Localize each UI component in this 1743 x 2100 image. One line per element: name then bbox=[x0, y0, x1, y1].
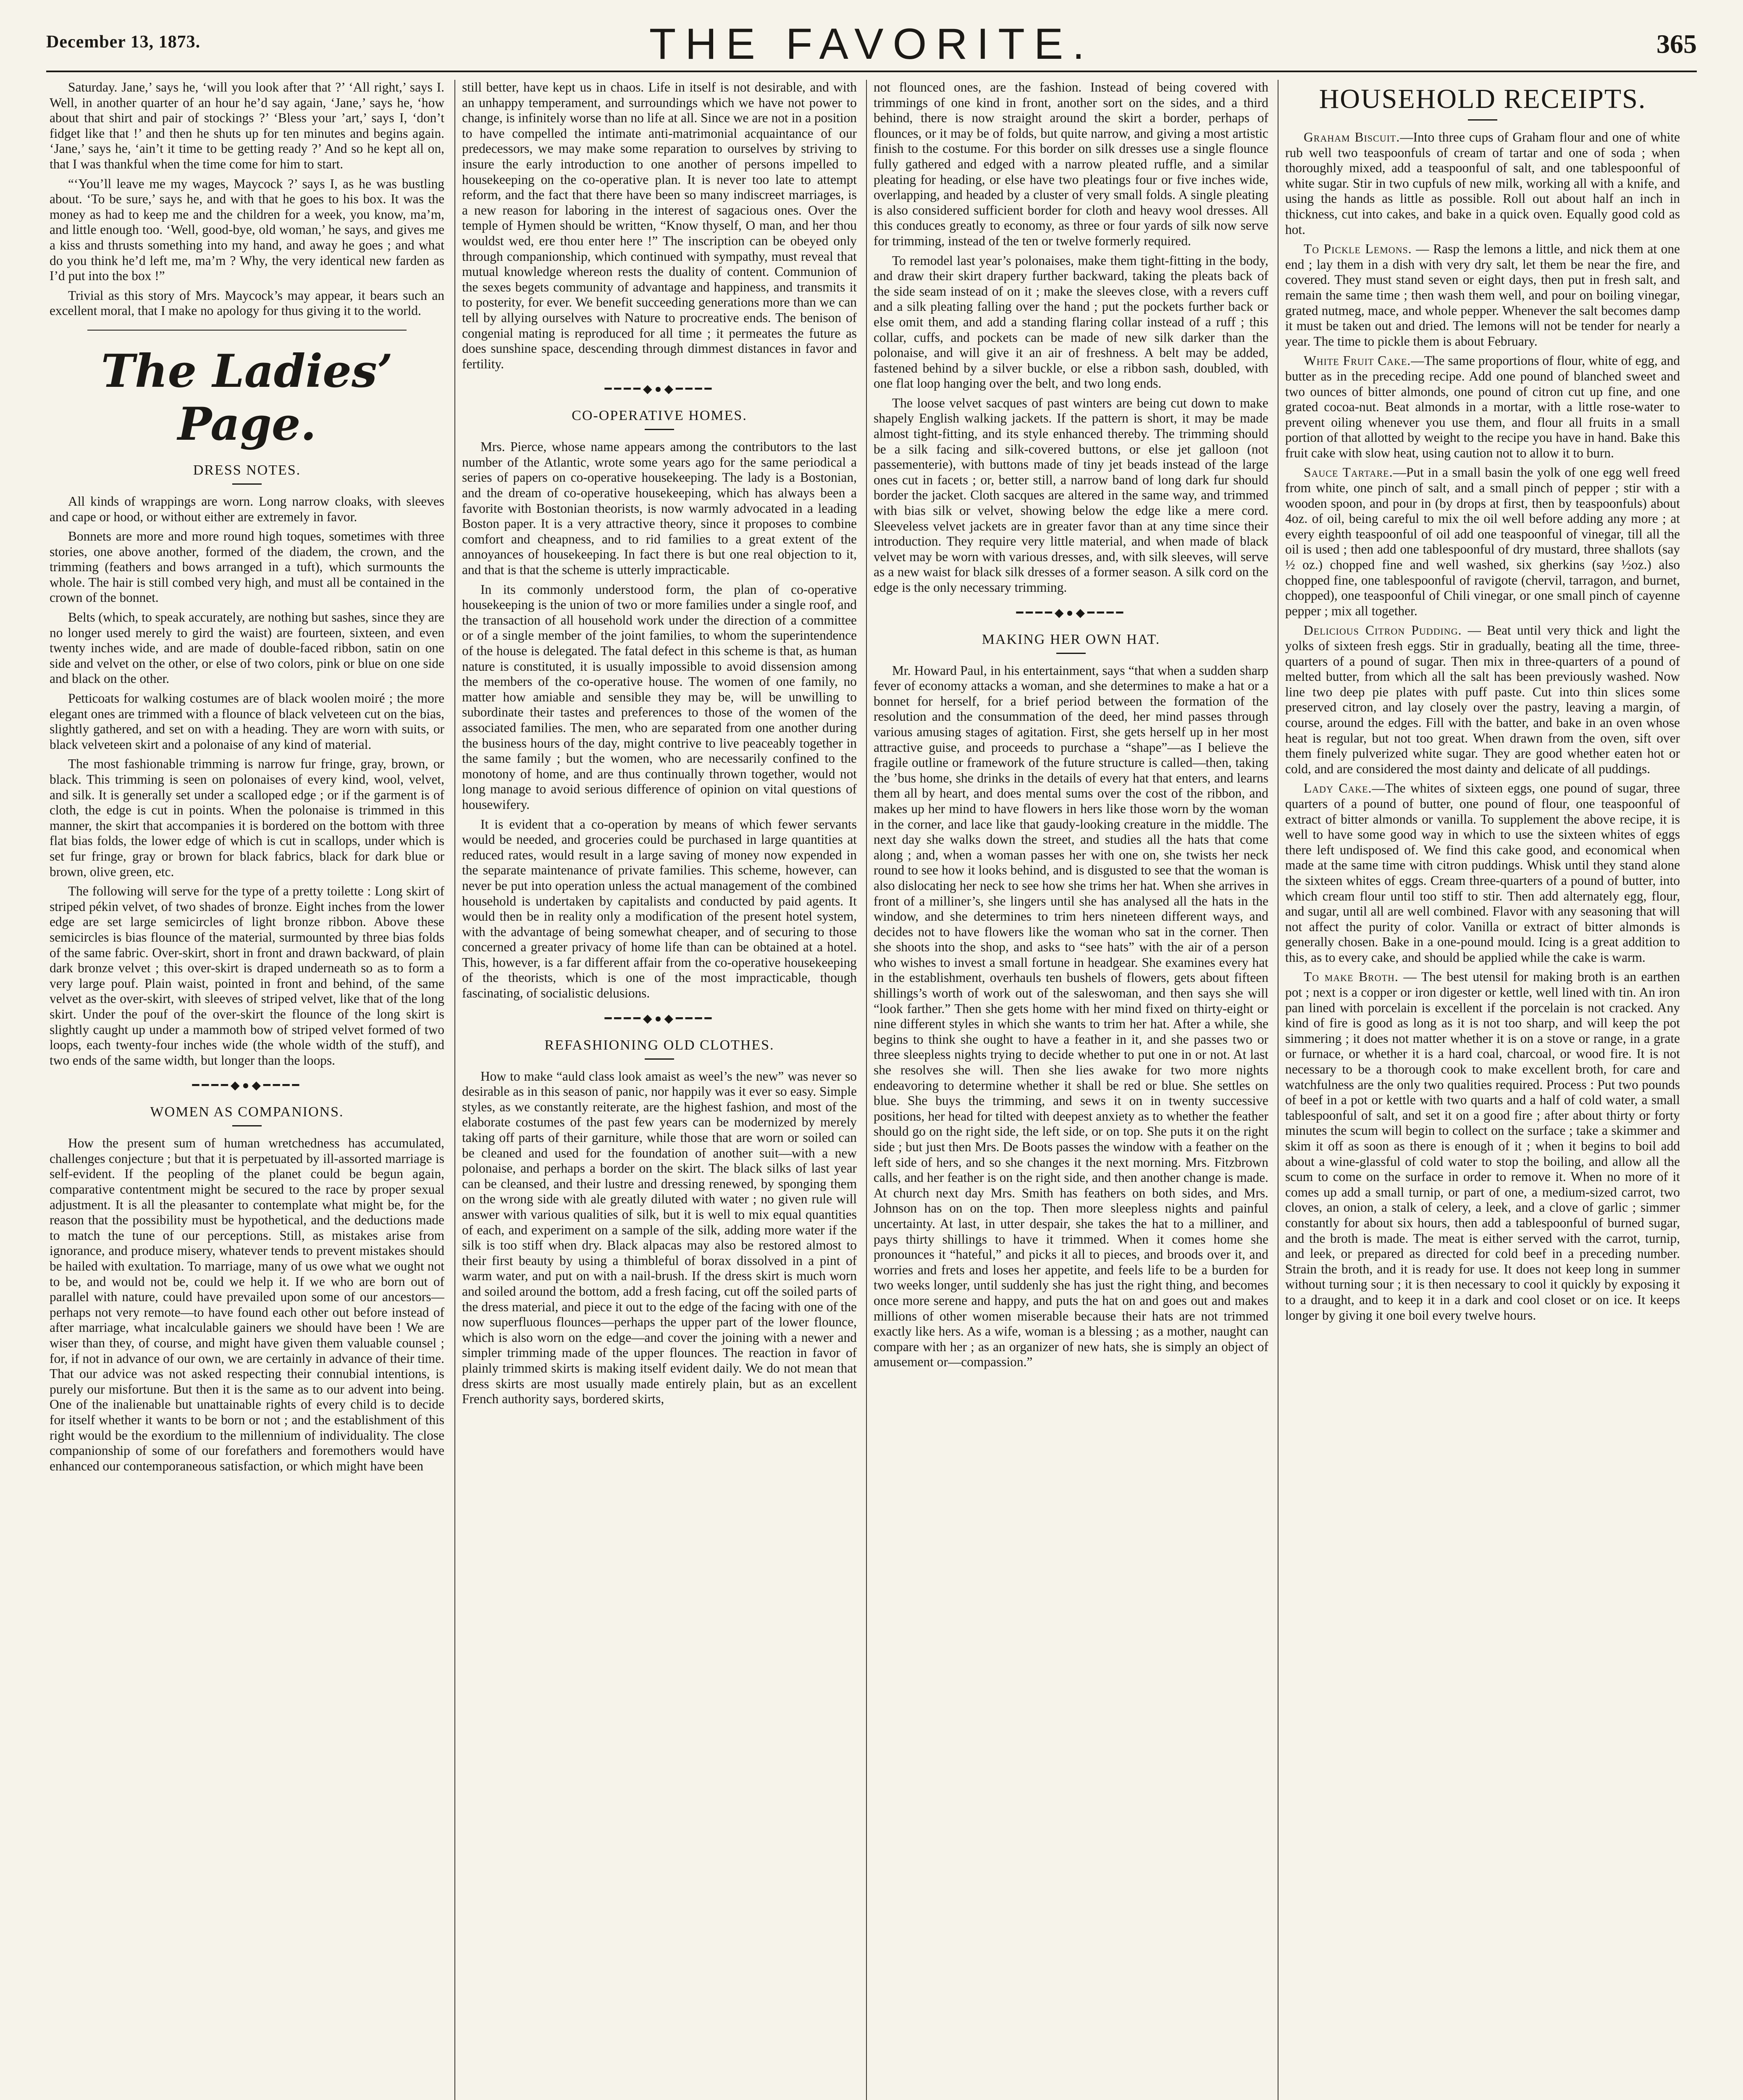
story-paragraph: “‘You’ll leave me my wages, Maycock ?’ says I, as he was bustling about. ‘To be sure,’ says he, and with that he goes to his box. It was the money as had to keep me and the children for a week, you know, ma’m, and little enough too. ‘Well, good-bye, old woman,’ he says, and gives me a kiss and thrusts something into my hand, and away he goes ; and what do you think he’d left me, ma’m ? Why, the very identical new farden as I’d put into the box !” bbox=[50, 176, 444, 284]
recipe-title: To make Broth. bbox=[1304, 969, 1399, 984]
article-paragraph: still better, have kept us in chaos. Life in itself is not desirable, and with an unhappy temperament, and surroundings which we have not power to change, is infinitely worse than no life at all. Since we are not in a position to have compelled the intimate anti-matrimonial acquaintance of our predecessors, we may make some reparation to ourselves by striving to insure the early introduction to one another of persons impelled to housekeeping on the co-operative plan. It is never too late to attempt reform, and the fact that there have been so many indiscreet marriages, is a new reason for laboring in the interest of sagacious ones. Over the temple of Hymen should be written, “Know thyself, O man, and her thou wouldst wed, ere thou enter here !” The inscription can be obeyed only through companionship, which continued with sympathy, must reveal that mutual knowledge whereon rests the duality of content. Communion of the sexes begets community of advantage and happiness, and transmits it to posterity, for ever. We benefit succeeding generations more than we can tell by allying ourselves with Nature to procreative ends. The benison of congenial mating is reproduced for all time ; it permeates the future as does sunshine space, descending through dimmest distances in favor and fertility. bbox=[462, 80, 857, 371]
column-3 bbox=[874, 80, 1268, 2100]
newspaper-title: THE FAVORITE. bbox=[649, 20, 1094, 68]
article-paragraph: The loose velvet sacques of past winters are being cut down to make shapely English walking jackets. If the pattern is short, it may be made almost tight-fitting, and its style enhanced thereby. The trimming should be a silk facing and silk-covered buttons, or else jet galloon (not passementerie), with buttons made of tiny jet beads instead of the large ones cut in facets ; or, better still, a narrow band of long dark fur should border the jacket. Cloth sacques are altered in the same way, and trimmed with bias silk or velvet, showing below the edge like a mere cord. Sleeveless velvet jackets are in greater favor than at any time since their introduction. They require very little material, and when made of black velvet may be worn with various dresses, and, with silk sleeves, will serve as a new waist for black silk dresses of a former season. A silk cord on the edge is the only necessary trimming. bbox=[874, 395, 1268, 595]
section-heading-women-as-companions: WOMEN AS COMPANIONS. bbox=[150, 1104, 344, 1120]
recipe-text: — Rasp the lemons a little, and nick them at one end ; lay them in a dish with very dry salt, let them be near the fire, and covered. They must stand seven or eight days, then put in fresh salt, and remain the same time ; then wash them well, and pour on boiling vinegar, grated nutmeg, mace, and whole pepper. Whenever the salt becomes damp it must be taken out and dried. The lemons will not be tender for nearly a year. The time to pickle them is about February. bbox=[1285, 242, 1680, 349]
heading-rule bbox=[645, 429, 674, 430]
page-number: 365 bbox=[1656, 29, 1697, 59]
recipe-paragraph bbox=[1285, 130, 1680, 237]
column-2 bbox=[462, 80, 857, 2100]
section-rule bbox=[87, 330, 407, 331]
masthead bbox=[46, 17, 1697, 67]
section-heading-refashioning-old-clothes: REFASHIONING OLD CLOTHES. bbox=[544, 1037, 774, 1053]
article-paragraph: Petticoats for walking costumes are of black woolen moiré ; the more elegant ones are trimmed with a flounce of black velveteen cut on the bias, slightly gathered, and set on with a heading. They are worn with suits, or black velveteen skirt and a polonaise of any kind of material. bbox=[50, 691, 444, 752]
section-heading-household-receipts: HOUSEHOLD RECEIPTS. bbox=[1319, 84, 1646, 114]
recipe-title: Sauce Tartare. bbox=[1304, 465, 1393, 480]
recipe-text: —Into three cups of Graham flour and one of white rub well two teaspoonfuls of cream of tartar and one of soda ; when thoroughly mixed, add a teaspoonful of salt, and one tablespoonful of white sugar. Stir in two cupfuls of new milk, working all with a knife, and using the hands as little as possible. Roll out about half an inch in thickness, cut into cakes, and bake in a quick oven. Equally good cold as hot. bbox=[1285, 130, 1680, 237]
recipe-paragraph bbox=[1285, 465, 1680, 619]
story-paragraph: Saturday. Jane,’ says he, ‘will you look after that ?’ ‘All right,’ says I. Well, in another quarter of an hour he’d say again, ‘Jane,’ says he, ‘how about that shirt and pair of stockings ?’ ‘Bless your ’art,’ says I, ‘don’t fidget like that !’ and then he shuts up for ten minutes and begins again. ‘Jane,’ says he, ‘ain’t it time to be getting ready ?’ And so he kept all on, that I was thankful when the time come for him to start. bbox=[50, 80, 444, 171]
article-paragraph: The most fashionable trimming is narrow fur fringe, gray, brown, or black. This trimming is seen on polonaises of every kind, wool, velvet, and silk. It is generally set under a scalloped edge ; or if the garment is of cloth, the edge is cut in points. When the polonaise is trimmed in this manner, the skirt that accompanies it is bordered on the bottom with three flat bias folds, the lower edge of which is cut in scallops, under which is set fur fringe, gray or brown for black fabrics, black for dark blue or brown, olive green, etc. bbox=[50, 756, 444, 879]
article-paragraph: All kinds of wrappings are worn. Long narrow cloaks, with sleeves and cape or hood, or without either are extremely in favor. bbox=[50, 494, 444, 524]
recipe-paragraph bbox=[1285, 242, 1680, 349]
article-paragraph: In its commonly understood form, the plan of co-operative housekeeping is the union of two or more families under a single roof, and the transaction of all household work under the direction of a committee or of a single member of the joint families, to whom the superintendence of the house is delegated. The fatal defect in this scheme is that, as human nature is constituted, it is usually impossible to avoid dissension among the members of the co-operative house. The women of one family, no matter how amiable and sensible they may be, will be unwilling to subordinate their tastes and preferences to those of the women of the associated families. The men, who are separated from one another during the business hours of the day, might contrive to live peaceably together in the same family ; but the women, who are necessarily confined to the monotony of home, and are thus continually thrown together, would not long manage to avoid serious difference of opinion on vital questions of housewifery. bbox=[462, 582, 857, 812]
column-1 bbox=[50, 80, 444, 2100]
section-heading-dress-notes: DRESS NOTES. bbox=[193, 462, 301, 478]
section-ornament: ━━━━◆●◆━━━━ bbox=[604, 383, 714, 396]
recipe-title: White Fruit Cake. bbox=[1304, 353, 1411, 368]
heading-rule bbox=[232, 483, 262, 485]
article-paragraph: Mr. Howard Paul, in his entertainment, says “that when a sudden sharp fever of economy attacks a woman, and she determines to make a hat or a bonnet for herself, for a brief period between the formation of the resolution and the consummation of the deed, her mind passes through various amusing stages of agitation. First, she gets herself up in her most attractive guise, and proceeds to purchase a “shape”—as I believe the fragile outline or framework of the future structure is called—then, taking the ’bus home, she drinks in the details of every hat that enters, and learns them all by heart, and does mental sums over the cost of the ribbon, and makes up her mind to have flowers in hers like those worn by the woman in the corner, and lace like that gaudy-looking creature in the middle. The next day she walks down the street, and studies all the hats that come along ; and, when a woman passes her with one on, she twists her neck round to see how it looks behind, and is disgusted to see that the woman is also dislocating her neck to see how she trims her hat. When she arrives in front of a milliner’s, she lingers until she has analysed all the hats in the window, and she determines to trim hers nineteen different ways, and decides not to have flowers like the woman who sat in the corner. Then she shoots into the shop, and asks to “see hats” with the air of a person who wishes to invest a small fortune in headgear. She examines every hat in the establishment, overhauls ten bushels of flowers, gets about fifteen shillings’s worth of work out of the saleswoman, and then says she will “look farther.” Then she gets home with her mind fixed on thirty-eight or nine different styles in which she wants to trim her hat. After a while, she begins to think she ought to have a feather in it, and she passes two or three sleepless nights trying to decide whether to put one in or not. At last she resolves she will. Then she lies awake for two more nights endeavoring to determine whether it shall be red or blue. She settles on blue. She buys the trimming, and sews it on in twenty successive positions, her head for tilted with deepest anxiety as to whether the feather should go on the right side, the left side, or on top. She puts it on the right side ; but just then Mrs. De Boots passes the window with a feather on the left side of hers, and so she changes it the next morning. Mrs. Fitzbrown calls, and her feather is on the right side, and then another change is made. At church next day Mrs. Smith has feathers on both sides, and Mrs. Johnson has on on the top. Then more sleepless nights and painful uncertainty. At last, in utter despair, she takes the hat to a milliner, and pays thirty shillings to have it trimmed. When it comes home she pronounces it “hateful,” and picks it all to pieces, and broods over it, and worries and frets and loses her appetite, and feels life to be a burden for two weeks longer, until suddenly she has just the right thing, and becomes once more serene and happy, and puts the hat on and goes out and makes millions of other women miserable because their hats are not trimmed exactly like hers. As a wife, woman is a blessing ; as a mother, naught can compare with her ; as an organizer of new hats, she is simply an object of amusement or—compassion.” bbox=[874, 663, 1268, 1370]
recipe-paragraph bbox=[1285, 781, 1680, 965]
issue-date: December 13, 1873. bbox=[46, 32, 201, 52]
recipe-title: To Pickle Lemons. bbox=[1304, 242, 1412, 257]
article-paragraph: The following will serve for the type of a pretty toilette : Long skirt of striped pékin velvet, of two shades of bronze. Eight inches from the lower edge are set large semicircles of light bronze ribbon. Above these semicircles is bias flounce of the material, surmounted by three bias folds of the same fabric. Over-skirt, short in front and drawn backward, of plain dark bronze velvet ; this over-skirt is draped underneath so as to form a very large pouf. Plain waist, pointed in front and behind, of the same velvet as the over-skirt, with sleeves of striped velvet, like that of the long skirt. Under the pouf of the over-skirt the flounce of the long skirt is slightly caught up under a mammoth bow of striped velvet formed of two loops, each twenty-four inches wide (the whole width of the stuff), and two ends of the same width, but longer than the loops. bbox=[50, 884, 444, 1068]
heading-rule bbox=[1056, 653, 1086, 654]
column-4 bbox=[1285, 80, 1680, 2100]
recipe-paragraph bbox=[1285, 353, 1680, 461]
article-paragraph: How the present sum of human wretchedness has accumulated, challenges conjecture ; but that it is perpetuated by ill-assorted marriage is self-evident. If the peopling of the planet could be begun again, comparative contentment might be secured to the race by proper sexual adjustment. It is all the pleasanter to contemplate what might be, for the reason that the possibility must be hypothetical, and the deductions made to match the tune of our perceptions. Still, as mistakes arise from ignorance, and produce misery, whatever tends to prevent mistakes should be hailed with exultation. To marriage, many of us owe what we ought not to be, and would not be, could we help it. If we who are born out of parallel with nature, could have prevailed upon some of our ancestors—perhaps not very remote—to have found each other out before instead of after marriage, what incalculable gainers we should have been ! We are wiser than they, of course, and might have given them valuable counsel ; for, if not in advance of our own, we are certainly in advance of their time. That our advice was not asked respecting their connubial intentions, is purely our misfortune. But then it is the same as to our advent into being. One of the inalienable but unattainable rights of every child is to decide for itself whether it wants to be born or not ; and the establishment of this right would be the exordium to the millennium of individuality. The close companionship of some of our forefathers and foremothers would have enhanced our contemporaneous satisfaction, or which might have been bbox=[50, 1136, 444, 1473]
heading-rule bbox=[1468, 119, 1497, 121]
heading-rule bbox=[232, 1125, 262, 1126]
recipe-text: —The same proportions of flour, white of egg, and butter as in the preceding recipe. Add one pound of blanched sweet and two ounces of bitter almonds, one pound of citron cut up fine, and one grated cocoa-nut. Beat almonds in a mortar, with a little rose-water to prevent oiling whenever you use them, and flour all fruits in a small portion of that allotted by weight to the recipe you have in hand. Bake this fruit cake with slow heat, using caution not to allow it to burn. bbox=[1285, 353, 1680, 460]
heading-rule bbox=[645, 1058, 674, 1060]
ladies-page-title: The Ladies’ Page. bbox=[101, 344, 393, 451]
recipe-title: Delicious Citron Pudding. bbox=[1304, 623, 1462, 638]
column-divider bbox=[866, 80, 867, 2100]
section-heading-making-her-own-hat: MAKING HER OWN HAT. bbox=[982, 631, 1160, 647]
article-paragraph: How to make “auld class look amaist as weel’s the new” was never so desirable as in this season of panic, nor happily was it ever so easy. Simple styles, as we constantly reiterate, are the highest fashion, and most of the elaborate costumes of the past few years can be modernized by merely taking off parts of their garniture, while those that are worn or soiled can be cleaned and used for the foundation of another suit—with a new polonaise, and perhaps a border on the skirt. The black silks of last year can be cleansed, and their lustre and dressing renewed, by sponging them on the wrong side with ale greatly diluted with water ; no given rule will answer with various qualities of silk, but it is well to mix equal quantities of each, and experiment on a sample of the silk, adding more water if the silk is too stiff when dry. Black alpacas may also be restored almost to their first beauty by using a thimbleful of borax dissolved in a pint of warm water, and put on with a nail-brush. If the dress skirt is much worn and soiled around the bottom, add a fresh facing, cut off the soiled parts of the dress material, and piece it out to the edge of the facing with one of the now superfluous flounces—perhaps the upper part of the lower flounce, which is also worn on the edge—and cover the joining with a newer and simpler trimming made of the upper flounces. The reaction in favor of plainly trimmed skirts is making itself evident daily. We do not mean that dress skirts are most usually made entirely plain, but as an excellent French authority says, bordered skirts, bbox=[462, 1068, 857, 1407]
section-ornament: ━━━━◆●◆━━━━ bbox=[604, 1012, 714, 1025]
recipe-paragraph bbox=[1285, 969, 1680, 1323]
article-paragraph: not flounced ones, are the fashion. Instead of being covered with trimmings of one kind in front, another sort on the sides, and a third behind, there is now straight around the skirt a border, perhaps of flounces, or it may be of folds, but quite narrow, and giving a most artistic finish to the costume. For this border on silk dresses use a single flounce fully gathered and edged with a narrow pleated ruffle, and a similar pleating for heading, or else have two pleatings four or five inches wide, overlapping, and headed by a cluster of very small folds. A single pleating is also considered sufficient border for cloth and heavy wool dresses. All this conduces greatly to economy, as three or four yards of silk now serve for trimming, instead of the ten or twelve formerly required. bbox=[874, 80, 1268, 248]
recipe-title: Graham Biscuit. bbox=[1304, 130, 1400, 144]
recipe-title: Lady Cake. bbox=[1304, 781, 1372, 796]
article-paragraph: Belts (which, to speak accurately, are nothing but sashes, since they are no longer used merely to gird the waist) are fourteen, sixteen, and even twenty inches wide, and are made of double-faced ribbon, satin on one side and velvet on the other, or else of two colors, pink or blue on one side and black on the other. bbox=[50, 610, 444, 686]
masthead-rule bbox=[46, 71, 1697, 72]
section-ornament: ━━━━◆●◆━━━━ bbox=[1016, 606, 1126, 620]
recipe-text: —The whites of sixteen eggs, one pound of sugar, three quarters of a pound of butter, one pound of flour, one teaspoonful of extract of bitter almonds or vanilla. To supplement the above recipe, it is well to have some good way in which to use the sixteen whites of eggs there left undisposed of. We find this cake good, and economical when made at the same time with citron puddings. Whisk until they stand alone the sixteen whites of eggs. Cream three-quarters of a pound of butter, into which cream flour until too stiff to stir. Then add alternately egg, flour, and sugar, until all are well combined. Flavor with any seasoning that will not affect the purity of color. Vanilla or extract of bitter almonds is generally chosen. Bake in a one-pound mould. Icing is a great addition to this, as to every cake, and should be applied while the cake is warm. bbox=[1285, 781, 1680, 965]
recipe-text: —Put in a small basin the yolk of one egg well freed from white, one pinch of salt, and a small pinch of pepper ; stir with a wooden spoon, and pour in (by drops at first, then by teaspoonfuls) about 4oz. of oil, being careful to mix the oil well before adding any more ; at every eighth teaspoonful of oil add one teaspoonful of vinegar, till all the oil is used ; then add one tablespoonful of dry mustard, three shallots (say ½ oz.) chopped fine and well washed, six gherkins (say ½oz.) also chopped fine, one tablespoonful of ravigote (chervil, tarragon, and burnet, chopped), one teaspoonful of Chili vinegar, or one small pinch of cayenne pepper ; mix all together. bbox=[1285, 465, 1680, 618]
story-paragraph: Trivial as this story of Mrs. Maycock’s may appear, it bears such an excellent moral, that I make no apology for thus giving it to the world. bbox=[50, 288, 444, 318]
article-paragraph: It is evident that a co-operation by means of which fewer servants would be needed, and groceries could be purchased in large quantities at reduced rates, would result in a large saving of money now expended in the separate maintenance of private families. This scheme, however, can never be put into operation unless the actual management of the combined household is undertaken by capitalists and conducted by paid agents. It would then be in reality only a modification of the present hotel system, with the advantage of being somewhat cheaper, and of securing to those concerned a greater privacy of home life than can be obtained at a hotel. This, however, is a far different affair from the co-operative housekeeping of the theorists, which is one of the most impracticable, though fascinating, of socialistic delusions. bbox=[462, 816, 857, 1001]
column-divider bbox=[454, 80, 455, 2100]
section-ornament: ━━━━◆●◆━━━━ bbox=[192, 1079, 302, 1092]
recipe-paragraph bbox=[1285, 623, 1680, 777]
recipe-text: — Beat until very thick and light the yolks of sixteen fresh eggs. Stir in gradually, beating all the time, three-quarters of a pound of sugar. Then mix in three-quarters of a pound of melted butter, from which all the salt has been previously washed. Now line two deep pie plates with puff paste. Cut into thin slices some preserved citron, and lay closely over the pastry, leaving a margin, of course, around the edges. Fill with the batter, and bake in an oven whose heat is regular, but not too great. When drawn from the oven, sift over them finely pulverized white sugar. They are good whether eaten hot or cold, and are considered the most dainty and delicate of all puddings. bbox=[1285, 623, 1680, 776]
article-paragraph: To remodel last year’s polonaises, make them tight-fitting in the body, and draw their skirt drapery further backward, taking the pleats back of the side seam instead of on it ; make the sleeves close, with a revers cuff and a silk pleating falling over the hand ; put the pockets further back or else omit them, and add a standing flaring collar instead of a ruff ; this collar, cuffs, and pockets can be made of new silk darker than the polonaise, and will give it an air of freshness. A belt may be added, fastened behind by a silver buckle, or else a ribbon sash, doubled, with one flat loop hanging over the belt, and two long ends. bbox=[874, 253, 1268, 391]
article-paragraph: Bonnets are more and more round high toques, sometimes with three stories, one above another, formed of the diadem, the crown, and the trimming (feathers and bows arranged in a tuft), which surmounts the whole. The hair is still combed very high, and must all be contained in the crown of the bonnet. bbox=[50, 529, 444, 605]
recipe-text: — The best utensil for making broth is an earthen pot ; next is a copper or iron digester or kettle, well lined with tin. An iron pan lined with porcelain is excellent if the porcelain is not cracked. Any kind of fire is good as long as it is not too sharp, and will keep the pot simmering ; it does not matter whether it is on a stove or range, in a grate or furnace, or whether it is a hard coal, charcoal, or wood fire. It is not necessary to be a thorough cook to make excellent broth, for care and watchfulness are the only two qualities required. Process : Put two pounds of beef in a pot or kettle with two quarts and a half of cold water, a small tablespoonful of salt, and set it on a good fire ; after about thirty or forty minutes the scum will begin to collect on the surface ; take a skimmer and skim it off as soon as there is enough of it ; when it begins to boil add about a wine-glassful of cold water to stop the boiling, and allow all the scum to come on the surface in order to remove it. When no more of it comes up add a small turnip, or part of one, a medium-sized carrot, two cloves, an onion, a stalk of celery, a leek, and a clove of garlic ; simmer constantly for about six hours, then add a tablespoonful of burned sugar, and the broth is made. The meat is either served with the carrot, turnip, and leek, or prepared as directed for cold beef in a preceding number. Strain the broth, and it is ready for use. It does not keep long in summer without turning sour ; it is then necessary to cool it quickly by exposing it to a draught, and to keep it in a dark and cool closet or on ice. It keeps longer by giving it one boil every twelve hours. bbox=[1285, 969, 1680, 1323]
article-paragraph: Mrs. Pierce, whose name appears among the contributors to the last number of the Atlantic, wrote some years ago for the same periodical a series of papers on co-operative housekeeping. The lady is a Bostonian, and the dream of co-operative housekeeping, which has always been a favorite with Bostonian theorists, is now warmly advocated in a leading Boston paper. It is a very attractive theory, since it proposes to combine comfort and cheapness, and to rid families to a great extent of the annoyances of housekeeping. In fact there is but one real objection to it, and that is that the scheme is utterly impracticable. bbox=[462, 439, 857, 578]
section-heading-co-operative-homes: CO-OPERATIVE HOMES. bbox=[572, 408, 747, 424]
